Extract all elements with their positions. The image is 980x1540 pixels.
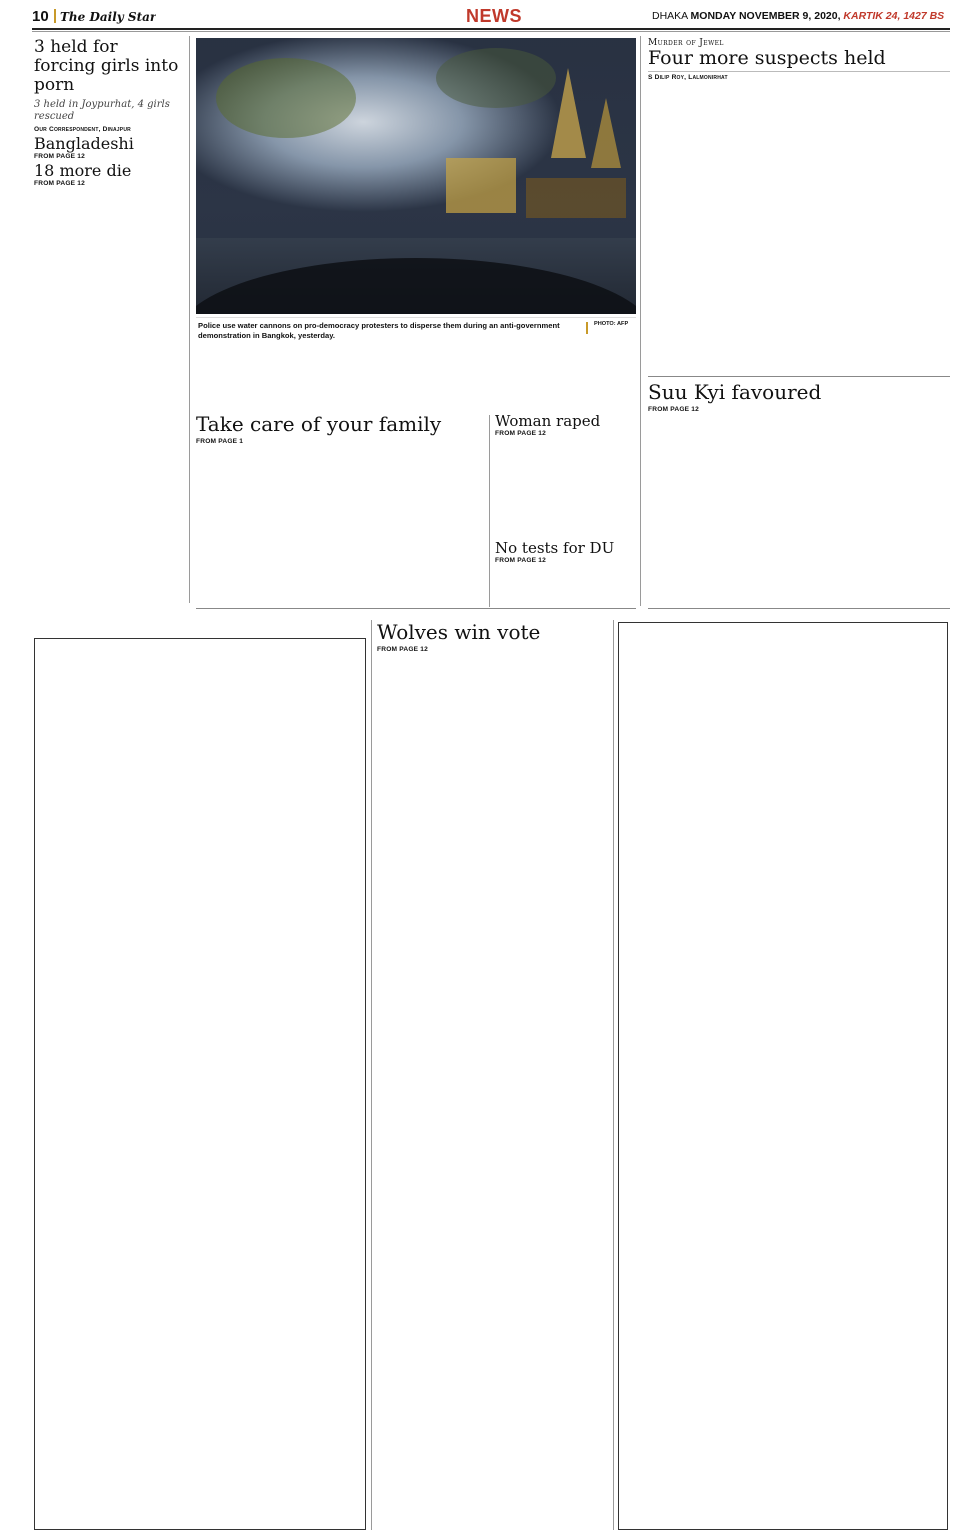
section-title: NEWS bbox=[466, 6, 522, 26]
story-jewel-body bbox=[648, 82, 950, 368]
story-family-kicker: FROM PAGE 1 bbox=[196, 438, 244, 445]
column-rule bbox=[489, 415, 490, 607]
story-jewel-headline: Four more suspects held bbox=[648, 47, 886, 69]
masthead-rule bbox=[32, 28, 950, 30]
photo-caption: Police use water cannons on pro-democracy protesters to disperse them during an anti-government demonstration in Bangkok, yesterday. bbox=[198, 321, 560, 340]
story-wolves-kicker: FROM PAGE 12 bbox=[377, 646, 429, 653]
story-woman-raped-headline: Woman raped bbox=[495, 414, 601, 430]
page-number: 10 bbox=[32, 8, 49, 25]
story-suu-kyi-kicker: FROM PAGE 12 bbox=[648, 406, 700, 413]
story-family-headline: Take care of your family bbox=[196, 414, 442, 436]
photo-credit: PHOTO: AFP bbox=[594, 321, 629, 327]
story-jewel-byline: S Dilip Roy, Lalmonirhat bbox=[648, 73, 728, 81]
story-porn-headline: 3 held for forcing girls into porn bbox=[34, 38, 179, 95]
story-no-tests bbox=[495, 541, 635, 603]
caption-bar bbox=[586, 322, 588, 334]
column-rule bbox=[371, 620, 372, 1530]
column-rule bbox=[613, 620, 614, 1530]
column-left bbox=[34, 38, 184, 606]
paper-logo: The Daily Star bbox=[60, 10, 157, 24]
story-suu-kyi-headline: Suu Kyi favoured bbox=[648, 382, 822, 404]
ad-govt-tender bbox=[618, 622, 948, 1530]
story-bangladeshi-headline: Bangladeshi bbox=[34, 134, 134, 153]
section-rule bbox=[648, 608, 950, 609]
dateline-city: DHAKA bbox=[652, 10, 688, 22]
story-porn-byline: Our Correspondent, Dinajpur bbox=[34, 126, 131, 133]
dateline-bangla: KARTIK 24, 1427 BS bbox=[843, 10, 945, 22]
photo-caption-area bbox=[196, 317, 636, 373]
story-family bbox=[196, 414, 484, 602]
story-no-tests-kicker: FROM PAGE 12 bbox=[495, 556, 547, 564]
section-rule bbox=[648, 376, 950, 377]
story-18-die-kicker: FROM PAGE 12 bbox=[34, 179, 86, 187]
story-bangladeshi-kicker: FROM PAGE 12 bbox=[34, 152, 86, 160]
story-wolves bbox=[377, 622, 609, 1530]
story-no-tests-headline: No tests for DU bbox=[495, 541, 615, 557]
story-family-body bbox=[196, 446, 484, 594]
dateline-day: MONDAY NOVEMBER 9, 2020, bbox=[690, 10, 841, 22]
story-jewel-kicker: Murder of Jewel bbox=[648, 38, 724, 48]
masthead bbox=[32, 6, 952, 28]
story-wolves-headline: Wolves win vote bbox=[377, 622, 541, 644]
story-18-die-headline: 18 more die bbox=[34, 160, 132, 180]
masthead-rule-thin bbox=[32, 31, 950, 32]
story-jewel bbox=[648, 38, 950, 374]
story-woman-raped-kicker: FROM PAGE 12 bbox=[495, 429, 547, 437]
headline-rule bbox=[648, 71, 950, 72]
story-suu-kyi bbox=[648, 382, 950, 604]
story-suu-kyi-body bbox=[648, 414, 950, 604]
protest-photo bbox=[196, 38, 636, 373]
column-rule bbox=[189, 36, 190, 603]
masthead-bar bbox=[54, 9, 56, 23]
column-rule bbox=[640, 36, 641, 606]
dateline bbox=[652, 10, 952, 22]
story-woman-raped bbox=[495, 414, 635, 536]
ad-bangladesh-bank bbox=[34, 638, 366, 1530]
story-porn-subtitle: 3 held in Joypurhat, 4 girls rescued bbox=[34, 99, 170, 122]
section-rule bbox=[196, 608, 636, 609]
